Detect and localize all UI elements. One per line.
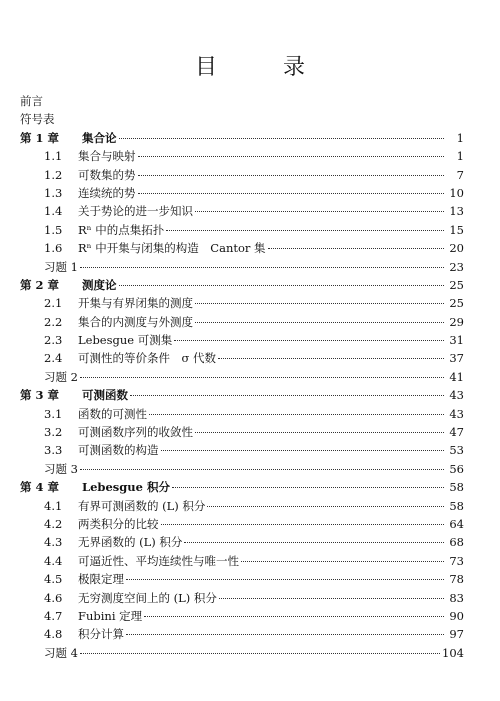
dot-leader: [119, 285, 445, 286]
section-title: 集合与映射: [78, 149, 136, 164]
page-number: 31: [449, 333, 464, 348]
section-title: 有界可测函数的 (L) 积分: [78, 498, 206, 513]
page-number: 83: [449, 590, 464, 605]
section-title: 极限定理: [78, 572, 124, 587]
section-number: 2.1: [44, 296, 63, 311]
section-entry[interactable]: [20, 553, 464, 571]
page-number: 104: [442, 645, 464, 660]
section-number: 2.2: [44, 314, 63, 329]
section-entry[interactable]: [20, 167, 464, 185]
section-title: 可数集的势: [78, 167, 136, 182]
exercise-entry[interactable]: [20, 259, 464, 277]
section-number: 1.5: [44, 222, 63, 237]
dot-leader: [161, 450, 445, 451]
section-number: 4.5: [44, 572, 63, 587]
chapter-title: Lebesgue 积分: [82, 480, 170, 495]
section-entry[interactable]: [20, 314, 464, 332]
dot-leader: [126, 579, 444, 580]
page-number: 1: [456, 130, 464, 145]
page-number: 41: [449, 369, 464, 384]
section-number: 4.2: [44, 516, 63, 531]
dot-leader: [195, 432, 444, 433]
chapter-entry[interactable]: [20, 277, 464, 295]
dot-leader: [174, 340, 444, 341]
dot-leader: [138, 156, 445, 157]
chapter-title: 测度论: [82, 277, 117, 292]
section-number: 4.8: [44, 627, 63, 642]
dot-leader: [218, 358, 444, 359]
chapter-label: 第 1 章: [20, 130, 60, 145]
section-number: 4.6: [44, 590, 63, 605]
dot-leader: [149, 414, 444, 415]
section-title: 关于势论的进一步知识: [78, 204, 193, 219]
dot-leader: [219, 598, 444, 599]
dot-leader: [130, 395, 444, 396]
section-entry[interactable]: [20, 148, 464, 166]
section-entry[interactable]: [20, 534, 464, 552]
page-number: 25: [449, 296, 464, 311]
section-title: Rⁿ 中开集与闭集的构造 Cantor 集: [78, 241, 266, 256]
chapter-label: 第 3 章: [20, 388, 60, 403]
section-title: 可逼近性、平均连续性与唯一性: [78, 553, 239, 568]
section-title: 积分计算: [78, 627, 124, 642]
section-number: 1.2: [44, 167, 63, 182]
page-number: 97: [449, 627, 464, 642]
section-title: 可测性的等价条件 σ 代数: [78, 351, 217, 366]
section-entry[interactable]: [20, 222, 464, 240]
section-entry[interactable]: [20, 350, 464, 368]
exercise-title: 习题 3: [44, 461, 78, 476]
exercise-title: 习题 4: [44, 645, 78, 660]
page-number: 43: [449, 406, 464, 421]
dot-leader: [172, 487, 444, 488]
chapter-title: 集合论: [82, 130, 117, 145]
exercise-entry[interactable]: [20, 461, 464, 479]
section-number: 2.4: [44, 351, 63, 366]
exercise-entry[interactable]: [20, 369, 464, 387]
section-number: 4.1: [44, 498, 63, 513]
section-number: 1.6: [44, 241, 63, 256]
section-title: 集合的内测度与外测度: [78, 314, 193, 329]
dot-leader: [241, 561, 444, 562]
section-entry[interactable]: [20, 185, 464, 203]
chapter-label: 第 4 章: [20, 480, 60, 495]
section-number: 3.2: [44, 425, 63, 440]
page-number: 37: [449, 351, 464, 366]
exercise-entry[interactable]: [20, 645, 464, 663]
section-title: 函数的可测性: [78, 406, 147, 421]
section-entry[interactable]: [20, 406, 464, 424]
page-number: 20: [449, 241, 464, 256]
chapter-title: 可测函数: [82, 388, 128, 403]
page-number: 47: [449, 425, 464, 440]
section-number: 1.4: [44, 204, 63, 219]
exercise-title: 习题 1: [44, 259, 78, 274]
section-entry[interactable]: [20, 516, 464, 534]
page-number: 56: [449, 461, 464, 476]
section-entry[interactable]: [20, 240, 464, 258]
dot-leader: [195, 322, 444, 323]
chapter-label: 第 2 章: [20, 277, 60, 292]
dot-leader: [138, 193, 445, 194]
section-number: 2.3: [44, 333, 63, 348]
section-number: 3.3: [44, 443, 63, 458]
page-number: 58: [449, 480, 464, 495]
page-number: 43: [449, 388, 464, 403]
section-title: 可测函数序列的收敛性: [78, 425, 193, 440]
page-number: 78: [449, 572, 464, 587]
section-title: Rⁿ 中的点集拓扑: [78, 222, 165, 237]
section-entry[interactable]: [20, 571, 464, 589]
section-title: 开集与有界闭集的测度: [78, 296, 193, 311]
toc-chapters: [20, 130, 464, 663]
section-entry[interactable]: [20, 424, 464, 442]
dot-leader: [184, 542, 444, 543]
dot-leader: [144, 616, 444, 617]
section-title: Lebesgue 可测集: [78, 333, 173, 348]
page-number: 53: [449, 443, 464, 458]
dot-leader: [195, 303, 444, 304]
section-entry[interactable]: [20, 626, 464, 644]
section-title: Fubini 定理: [78, 608, 143, 623]
dot-leader: [80, 469, 444, 470]
page-number: 25: [449, 277, 464, 292]
section-entry[interactable]: [20, 332, 464, 350]
front-matter-label: 符号表: [20, 112, 55, 127]
section-entry[interactable]: [20, 442, 464, 460]
front-matter-label: 前言: [20, 94, 43, 108]
section-title: 无穷测度空间上的 (L) 积分: [78, 590, 217, 605]
dot-leader: [119, 138, 445, 139]
dot-leader: [207, 506, 444, 507]
section-number: 3.1: [44, 406, 63, 421]
front-matter-preface[interactable]: [20, 93, 464, 111]
chapter-entry[interactable]: [20, 479, 464, 497]
page-number: 1: [456, 149, 464, 164]
front-matter-symbols[interactable]: [20, 111, 464, 129]
section-title: 两类积分的比较: [78, 516, 159, 531]
page-number: 64: [449, 516, 464, 531]
page-number: 10: [449, 185, 464, 200]
section-entry[interactable]: [20, 590, 464, 608]
chapter-entry[interactable]: [20, 130, 464, 148]
section-number: 1.1: [44, 149, 63, 164]
exercise-title: 习题 2: [44, 369, 78, 384]
section-number: 1.3: [44, 185, 63, 200]
section-number: 4.3: [44, 535, 63, 550]
dot-leader: [80, 377, 444, 378]
section-entry[interactable]: [20, 498, 464, 516]
section-number: 4.4: [44, 553, 63, 568]
section-entry[interactable]: [20, 295, 464, 313]
section-entry[interactable]: [20, 203, 464, 221]
page-number: 15: [449, 222, 464, 237]
page-number: 90: [449, 608, 464, 623]
page-title: 目 录: [194, 55, 327, 80]
section-title: 无界函数的 (L) 积分: [78, 535, 183, 550]
dot-leader: [80, 653, 440, 654]
page-number: 29: [449, 314, 464, 329]
dot-leader: [80, 267, 444, 268]
dot-leader: [126, 634, 444, 635]
page-number: 73: [449, 553, 464, 568]
dot-leader: [195, 211, 444, 212]
page-number: 13: [449, 204, 464, 219]
section-title: 连续统的势: [78, 185, 136, 200]
dot-leader: [161, 524, 445, 525]
page-number: 68: [449, 535, 464, 550]
chapter-entry[interactable]: [20, 387, 464, 405]
page-number: 58: [449, 498, 464, 513]
section-number: 4.7: [44, 608, 63, 623]
page-number: 7: [456, 167, 464, 182]
page-number: 23: [449, 259, 464, 274]
dot-leader: [268, 248, 444, 249]
dot-leader: [166, 230, 444, 231]
section-title: 可测函数的构造: [78, 443, 159, 458]
table-of-contents: [20, 93, 464, 663]
section-entry[interactable]: [20, 608, 464, 626]
dot-leader: [138, 175, 445, 176]
